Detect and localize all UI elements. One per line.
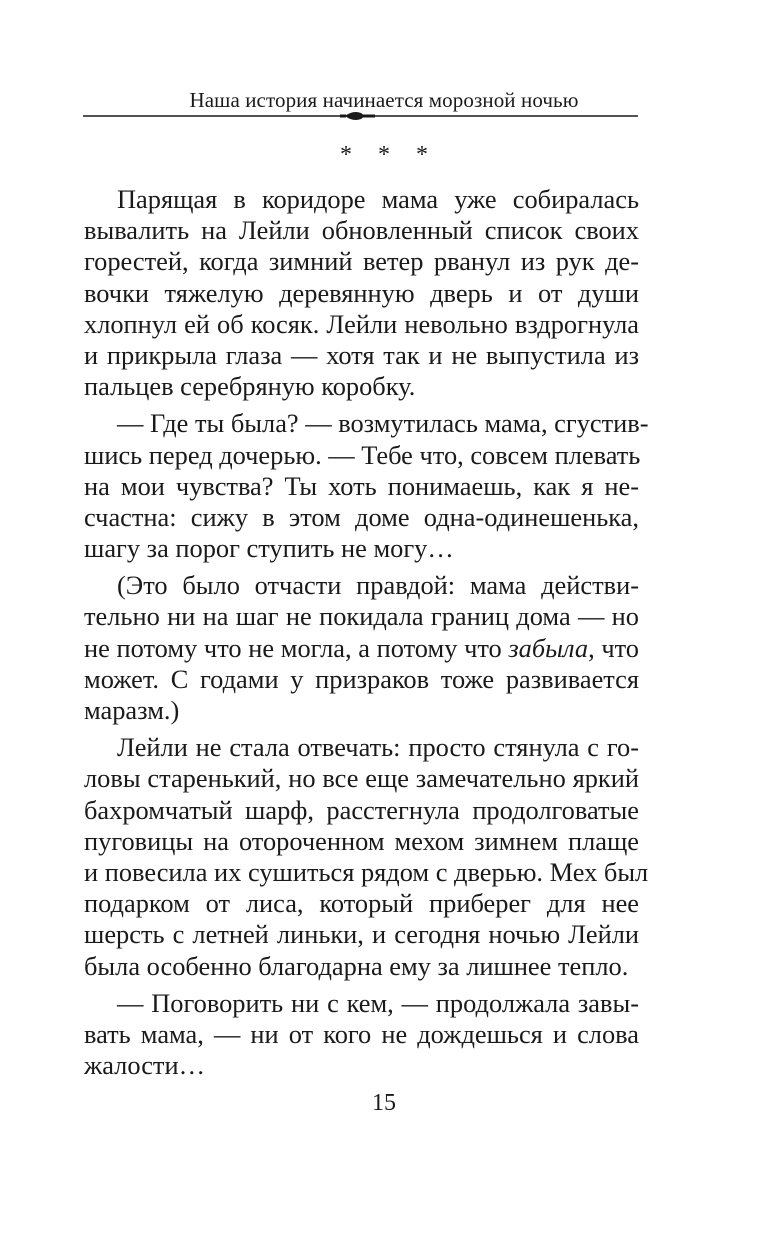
text-line: пальцев серебряную коробку. bbox=[84, 371, 416, 402]
emphasized-word: забыла bbox=[508, 632, 589, 663]
text-line: и прикрыла глаза — хотя так и не выпустила из bbox=[84, 339, 639, 370]
text-line: шись перед дочерью. — Тебе что, совсем плевать bbox=[84, 439, 641, 470]
text-line: вывалить на Лейли обновленный список своих bbox=[84, 215, 639, 246]
text-line: тельно ни на шаг не покидала границ дома — но bbox=[84, 601, 639, 632]
text-line: ловы старенький, но все еще замечательно яркий bbox=[84, 763, 639, 794]
text-line: бахромчатый шарф, расстегнула продолговатые bbox=[84, 794, 639, 825]
header-rule-ornament bbox=[83, 109, 638, 123]
text-line: вочки тяжелую деревянную дверь и от души bbox=[84, 277, 639, 308]
body-text bbox=[84, 184, 649, 1081]
text-fragment: не потому что не могла, а потому что bbox=[84, 632, 509, 663]
paragraph bbox=[84, 570, 639, 726]
paragraph bbox=[84, 732, 649, 982]
text-line: пуговицы на отороченном мехом зимнем плаще bbox=[84, 825, 639, 856]
text-line: может. С годами у призраков тоже развивается bbox=[84, 663, 639, 694]
section-break bbox=[0, 142, 768, 169]
text-line: счастна: сижу в этом доме одна-одинешенька, bbox=[84, 501, 639, 532]
text-line: — Где ты была? — возмутилась мама, сгустив- bbox=[117, 408, 649, 439]
text-line bbox=[84, 633, 639, 664]
asterisk: * bbox=[378, 142, 390, 168]
page-number: 15 bbox=[372, 1090, 396, 1116]
text-line: была особенно благодарна ему за лишнее тепло. bbox=[84, 950, 629, 981]
text-line: (Это было отчасти правдой: мама действи- bbox=[117, 570, 639, 601]
text-line: подарком от лиса, который приберег для нее bbox=[84, 888, 639, 919]
text-line: и повесила их сушиться рядом с дверью. Мех был bbox=[84, 856, 649, 887]
text-line: на мои чувства? Ты хоть понимаешь, как я не- bbox=[84, 470, 639, 501]
text-fragment: , что bbox=[588, 632, 639, 663]
running-head: Наша история начинается морозной ночью bbox=[189, 88, 579, 112]
text-line: жалости… bbox=[84, 1050, 205, 1081]
paragraph bbox=[84, 408, 649, 564]
text-line: Парящая в коридоре мама уже собиралась bbox=[117, 184, 639, 214]
text-line: шерсть с летней линьки, и сегодня ночью Лейли bbox=[84, 919, 639, 950]
text-line: хлопнул ей об косяк. Лейли невольно вздрогнула bbox=[84, 308, 639, 339]
text-line: Лейли не стала отвечать: просто стянула с го- bbox=[117, 732, 639, 763]
paragraph bbox=[84, 988, 639, 1082]
text-line: вать мама, — ни от кого не дождешься и слова bbox=[84, 1018, 639, 1049]
paragraph bbox=[84, 184, 639, 402]
text-line: маразм.) bbox=[84, 695, 180, 725]
asterisk: * bbox=[340, 142, 352, 168]
asterisk: * bbox=[416, 142, 428, 168]
text-line: шагу за порог ступить не могу… bbox=[84, 533, 454, 564]
text-line: — Поговорить ни с кем, — продолжала завы- bbox=[117, 987, 639, 1018]
text-line: горестей, когда зимний ветер рванул из рук де- bbox=[84, 246, 639, 277]
